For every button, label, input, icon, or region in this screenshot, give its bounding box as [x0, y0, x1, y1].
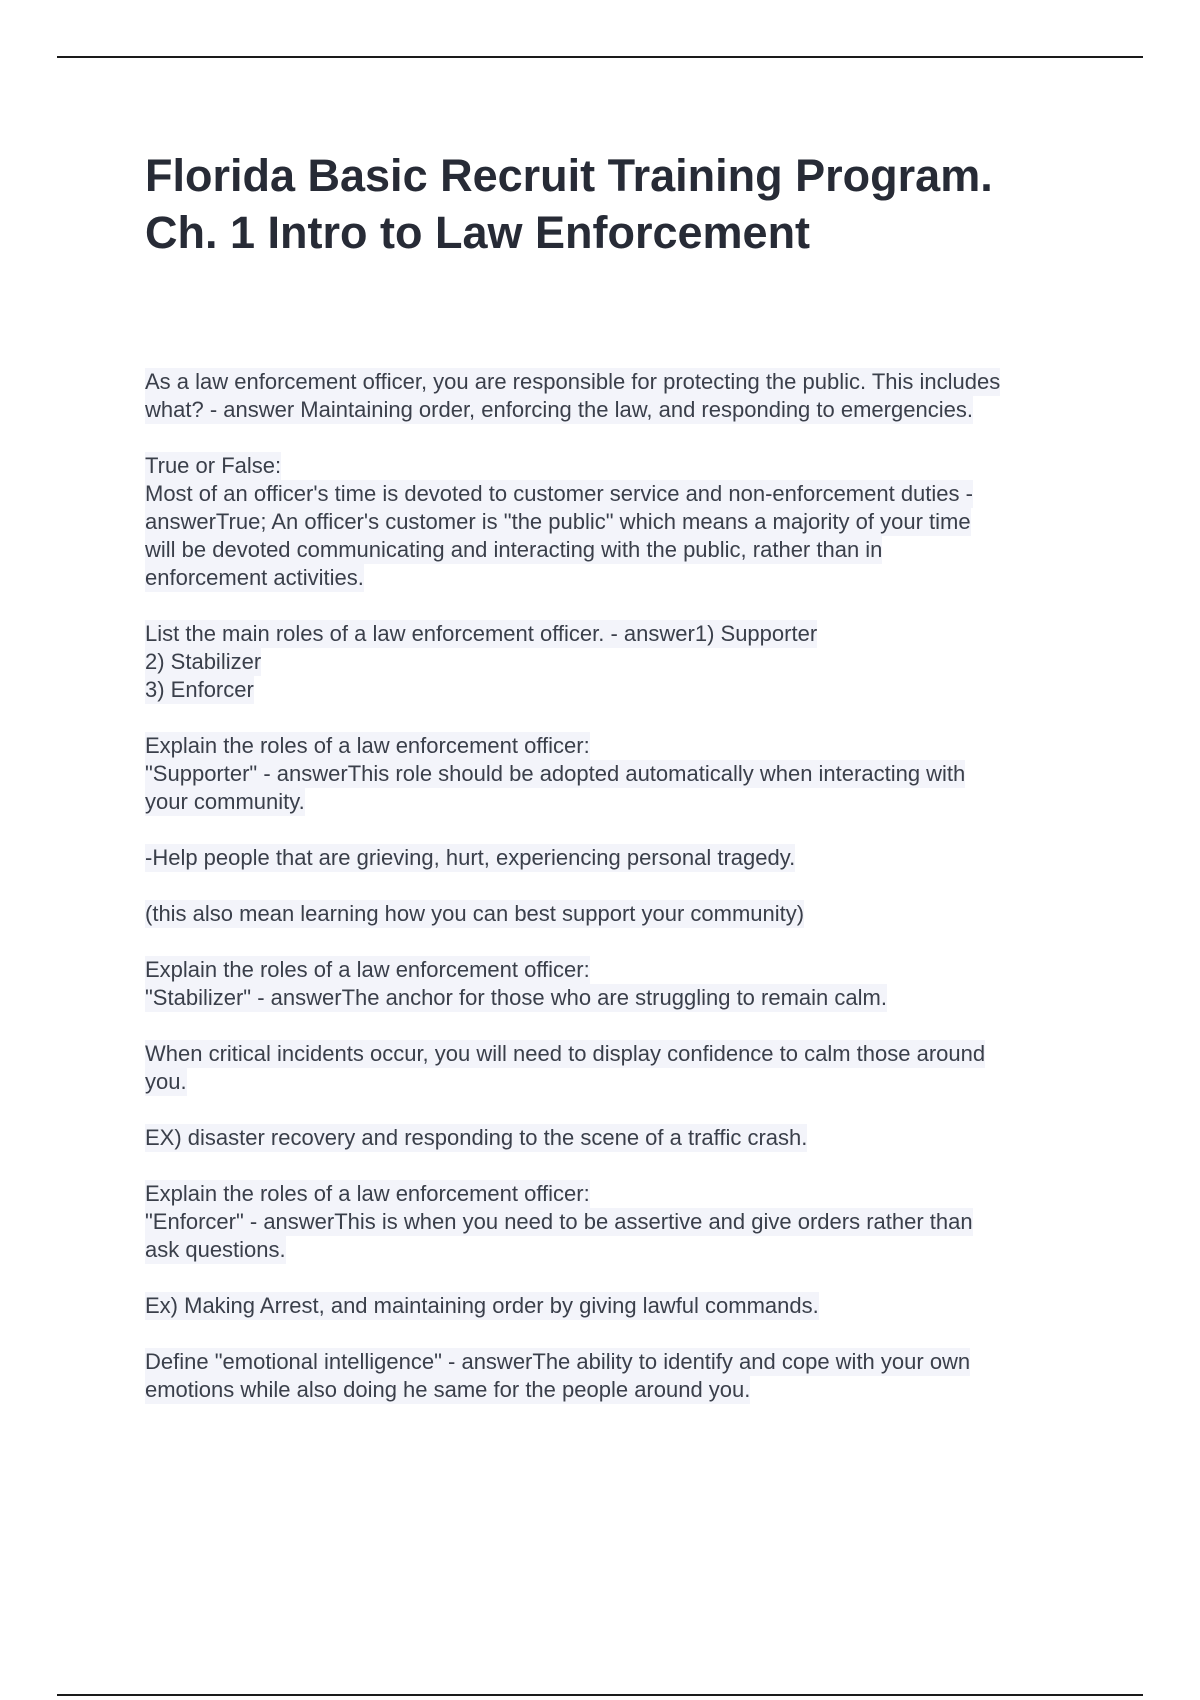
qa-line: 3) Enforcer	[145, 677, 254, 702]
qa-paragraph	[145, 1124, 1095, 1152]
top-divider	[57, 56, 1143, 58]
bottom-divider	[57, 1694, 1143, 1696]
qa-paragraph	[145, 452, 1095, 592]
qa-line: Explain the roles of a law enforcement officer:	[145, 957, 590, 982]
qa-line: Explain the roles of a law enforcement officer:	[145, 733, 590, 758]
qa-line: True or False:	[145, 453, 282, 478]
document-title	[145, 147, 1105, 261]
qa-line: what? - answer Maintaining order, enforcing the law, and responding to emergencies.	[145, 397, 973, 422]
qa-paragraph	[145, 956, 1095, 1012]
qa-line: 2) Stabilizer	[145, 649, 262, 674]
qa-line: Most of an officer's time is devoted to customer service and non-enforcement duties -	[145, 481, 973, 506]
qa-line: Ex) Making Arrest, and maintaining order by giving lawful commands.	[145, 1293, 819, 1318]
qa-paragraph	[145, 620, 1095, 704]
qa-line: Explain the roles of a law enforcement officer:	[145, 1181, 590, 1206]
title-line-1: Florida Basic Recruit Training Program.	[145, 150, 993, 201]
title-line-2: Ch. 1 Intro to Law Enforcement	[145, 207, 811, 258]
qa-line: will be devoted communicating and interacting with the public, rather than in	[145, 537, 883, 562]
qa-line: -Help people that are grieving, hurt, experiencing personal tragedy.	[145, 845, 796, 870]
qa-line: (this also mean learning how you can best support your community)	[145, 901, 805, 926]
qa-line: ask questions.	[145, 1237, 286, 1262]
qa-paragraph	[145, 900, 1095, 928]
qa-line: your community.	[145, 789, 305, 814]
qa-line: you.	[145, 1069, 187, 1094]
qa-line: enforcement activities.	[145, 565, 364, 590]
qa-line: answerTrue; An officer's customer is "the public" which means a majority of your time	[145, 509, 971, 534]
qa-line: Define "emotional intelligence" - answerThe ability to identify and cope with your own	[145, 1349, 971, 1374]
qa-line: "Stabilizer" - answerThe anchor for those who are struggling to remain calm.	[145, 985, 887, 1010]
qa-paragraph	[145, 844, 1095, 872]
qa-line: EX) disaster recovery and responding to the scene of a traffic crash.	[145, 1125, 808, 1150]
qa-paragraph	[145, 1292, 1095, 1320]
qa-paragraph	[145, 1348, 1095, 1404]
qa-line: emotions while also doing he same for the people around you.	[145, 1377, 751, 1402]
qa-list	[145, 368, 1095, 1432]
qa-paragraph	[145, 368, 1095, 424]
qa-line: As a law enforcement officer, you are responsible for protecting the public. This includes	[145, 369, 1001, 394]
qa-line: List the main roles of a law enforcement officer. - answer1) Supporter	[145, 621, 818, 646]
qa-paragraph	[145, 1040, 1095, 1096]
qa-line: "Enforcer" - answerThis is when you need to be assertive and give orders rather than	[145, 1209, 973, 1234]
qa-paragraph	[145, 732, 1095, 816]
qa-paragraph	[145, 1180, 1095, 1264]
qa-line: When critical incidents occur, you will need to display confidence to calm those around	[145, 1041, 986, 1066]
qa-line: "Supporter" - answerThis role should be adopted automatically when interacting with	[145, 761, 966, 786]
